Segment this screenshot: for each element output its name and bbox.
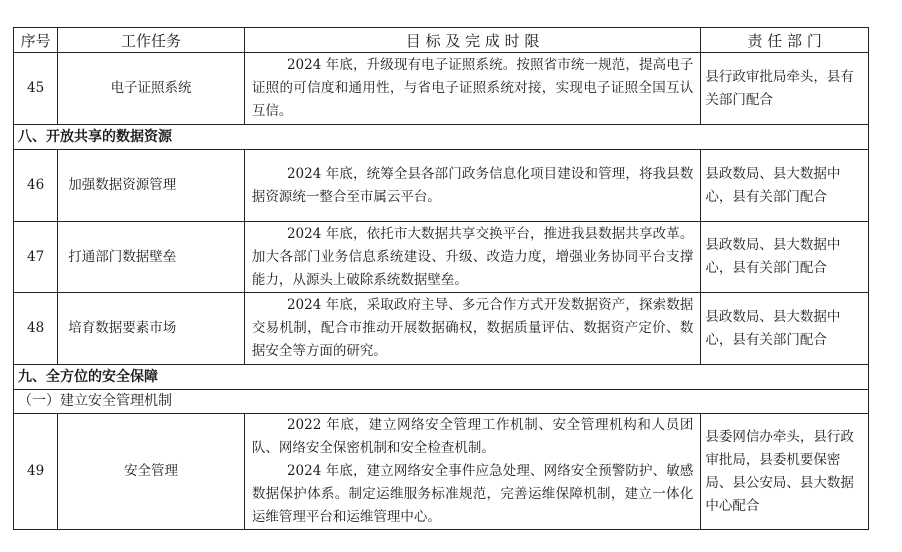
subsection-heading: （一）建立安全管理机制	[14, 390, 869, 414]
section-row	[14, 125, 869, 150]
header-task: 工作任务	[58, 28, 245, 53]
table-row	[14, 222, 869, 293]
header-dept: 责 任 部 门	[701, 28, 869, 53]
row-task: 电子证照系统	[58, 53, 245, 125]
section-heading: 九、全方位的安全保障	[14, 365, 869, 390]
row-goal	[244, 53, 700, 125]
header-num: 序号	[14, 28, 58, 53]
row-task: 打通部门数据壁垒	[58, 222, 245, 293]
goal-text: 2022 年底，建立网络安全管理工作机制、安全管理机构和人员团队、网络安全保密机制和安全检查机制。	[251, 417, 694, 456]
goal-text: 2024 年底，采取政府主导、多元合作方式开发数据资产，探索数据交易机制，配合市推动开展数据确权，数据质量评估、数据资产定价、数据安全等方面的研究。	[251, 297, 694, 359]
table-row	[14, 150, 869, 222]
row-num: 46	[14, 150, 58, 222]
table-row	[14, 414, 869, 530]
row-goal	[244, 414, 700, 530]
row-num: 47	[14, 222, 58, 293]
row-goal	[244, 222, 700, 293]
row-num: 45	[14, 53, 58, 125]
header-goal: 目 标 及 完 成 时 限	[244, 28, 700, 53]
row-num: 49	[14, 414, 58, 530]
goal-text: 2024 年底，建立网络安全事件应急处理、网络安全预警防护、敏感数据保护体系。制定运维服务标准规范，完善运维保障机制，建立一体化运维管理平台和运维管理中心。	[251, 463, 694, 525]
row-num: 48	[14, 293, 58, 365]
row-goal	[244, 150, 700, 222]
row-goal	[244, 293, 700, 365]
goal-text: 2024 年底，依托市大数据共享交换平台，推进我县数据共享改革。加大各部门业务信息系统建设、升级、改造力度，增强业务协同平台支撑能力，从源头上破除系统数据壁垒。	[251, 225, 694, 288]
row-dept: 县行政审批局牵头，县有关部门配合	[701, 53, 869, 125]
goal-text: 2024 年底，统筹全县各部门政务信息化项目建设和管理，将我县数据资源统一整合至市属云平台。	[251, 165, 694, 205]
row-dept: 县委网信办牵头，县行政审批局，县委机要保密局、县公安局、县大数据中心配合	[701, 414, 869, 530]
row-task: 培育数据要素市场	[58, 293, 245, 365]
row-dept: 县政数局、县大数据中心，县有关部门配合	[701, 150, 869, 222]
header-row	[14, 28, 869, 53]
table-row	[14, 293, 869, 365]
row-task: 加强数据资源管理	[58, 150, 245, 222]
row-dept: 县政数局、县大数据中心，县有关部门配合	[701, 222, 869, 293]
table-row	[14, 53, 869, 125]
subsection-row	[14, 390, 869, 414]
section-row	[14, 365, 869, 390]
goal-text: 2024 年底，升级现有电子证照系统。按照省市统一规范，提高电子证照的可信度和通用性，与省电子证照系统对接，实现电子证照全国互认互信。	[251, 57, 694, 119]
row-dept: 县政数局、县大数据中心，县有关部门配合	[701, 293, 869, 365]
section-heading: 八、开放共享的数据资源	[14, 125, 869, 150]
task-table	[13, 27, 869, 530]
row-task: 安全管理	[58, 414, 245, 530]
